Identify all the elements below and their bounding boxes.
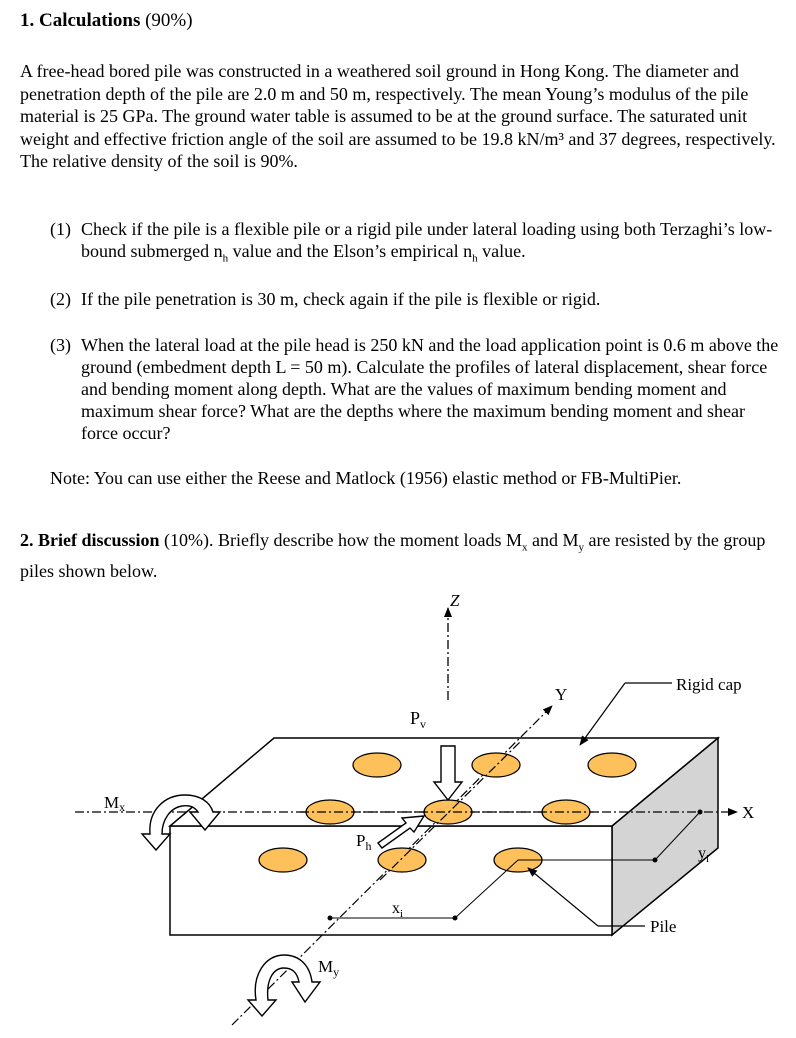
- x-label: X: [742, 803, 755, 822]
- pile-head: [353, 753, 401, 777]
- ph-label: $P_h$: [356, 831, 372, 853]
- question-text: If the pile penetration is 30 m, check again if the pile is flexible or rigid.: [81, 289, 601, 309]
- pile-group-figure: [0, 580, 796, 1038]
- question-number: (3): [50, 335, 71, 355]
- section2-heading: 2. Brief discussion (10%). Briefly describe how the moment loads $M_x$ and $M_y$ are resisted by the group piles shown below.: [20, 530, 766, 581]
- question-number: (1): [50, 219, 71, 239]
- question-number: (2): [50, 289, 71, 309]
- pile-label: Pile: [650, 917, 677, 936]
- question-2: [50, 288, 780, 310]
- question-1: [50, 218, 780, 270]
- my-label: $M_y$: [318, 957, 340, 979]
- pile-head: [259, 848, 307, 872]
- pile-head: [588, 753, 636, 777]
- pile-head: [378, 848, 426, 872]
- z-label: Z: [450, 591, 460, 610]
- section1-intro: A free-head bored pile was constructed in a weathered soil ground in Hong Kong. The diameter and penetration depth of the pile are 2.0 m and 50 m, respectively. The mean Young’s modulus of the pile material is 25 GPa. The ground water table is assumed to be at the ground surface. The saturated unit weight and effective friction angle of the soil are assumed to be 19.8 kN/m³ and 37 degrees, respectively. The relative density of the soil is 90%.: [20, 61, 776, 171]
- question-text: Check if the pile is a flexible pile or a rigid pile under lateral loading using both Terzaghi’s low-bound submerged $n_h$ value and the Elson’s empirical $n_h$ value.: [81, 219, 773, 265]
- my-moment-arrow: [248, 955, 320, 1016]
- method-note: Note: You can use either the Reese and Matlock (1956) elastic method or FB-MultiPier.: [50, 468, 682, 488]
- question-3: [50, 334, 780, 444]
- xi-label: $x_i$: [392, 900, 404, 920]
- rigid-cap-label: Rigid cap: [676, 675, 742, 694]
- section1-heading: 1. Calculations (90%): [20, 10, 193, 31]
- yi-label: $y_i$: [698, 845, 710, 865]
- pv-label: $P_v$: [410, 708, 427, 731]
- y-label: Y: [555, 685, 568, 704]
- question-text: When the lateral load at the pile head is 250 kN and the load application point is 0.6 m above the ground (embedment depth L = 50 m). Calculate the profiles of lateral displacement, shear force and bending moment along depth. What are the values of maximum bending moment and maximum shear force? What are the depths where the maximum bending moment and shear force occur?: [81, 335, 779, 443]
- mx-label: Mx: [104, 793, 126, 814]
- pile-head: [472, 753, 520, 777]
- pile-head: [542, 800, 590, 824]
